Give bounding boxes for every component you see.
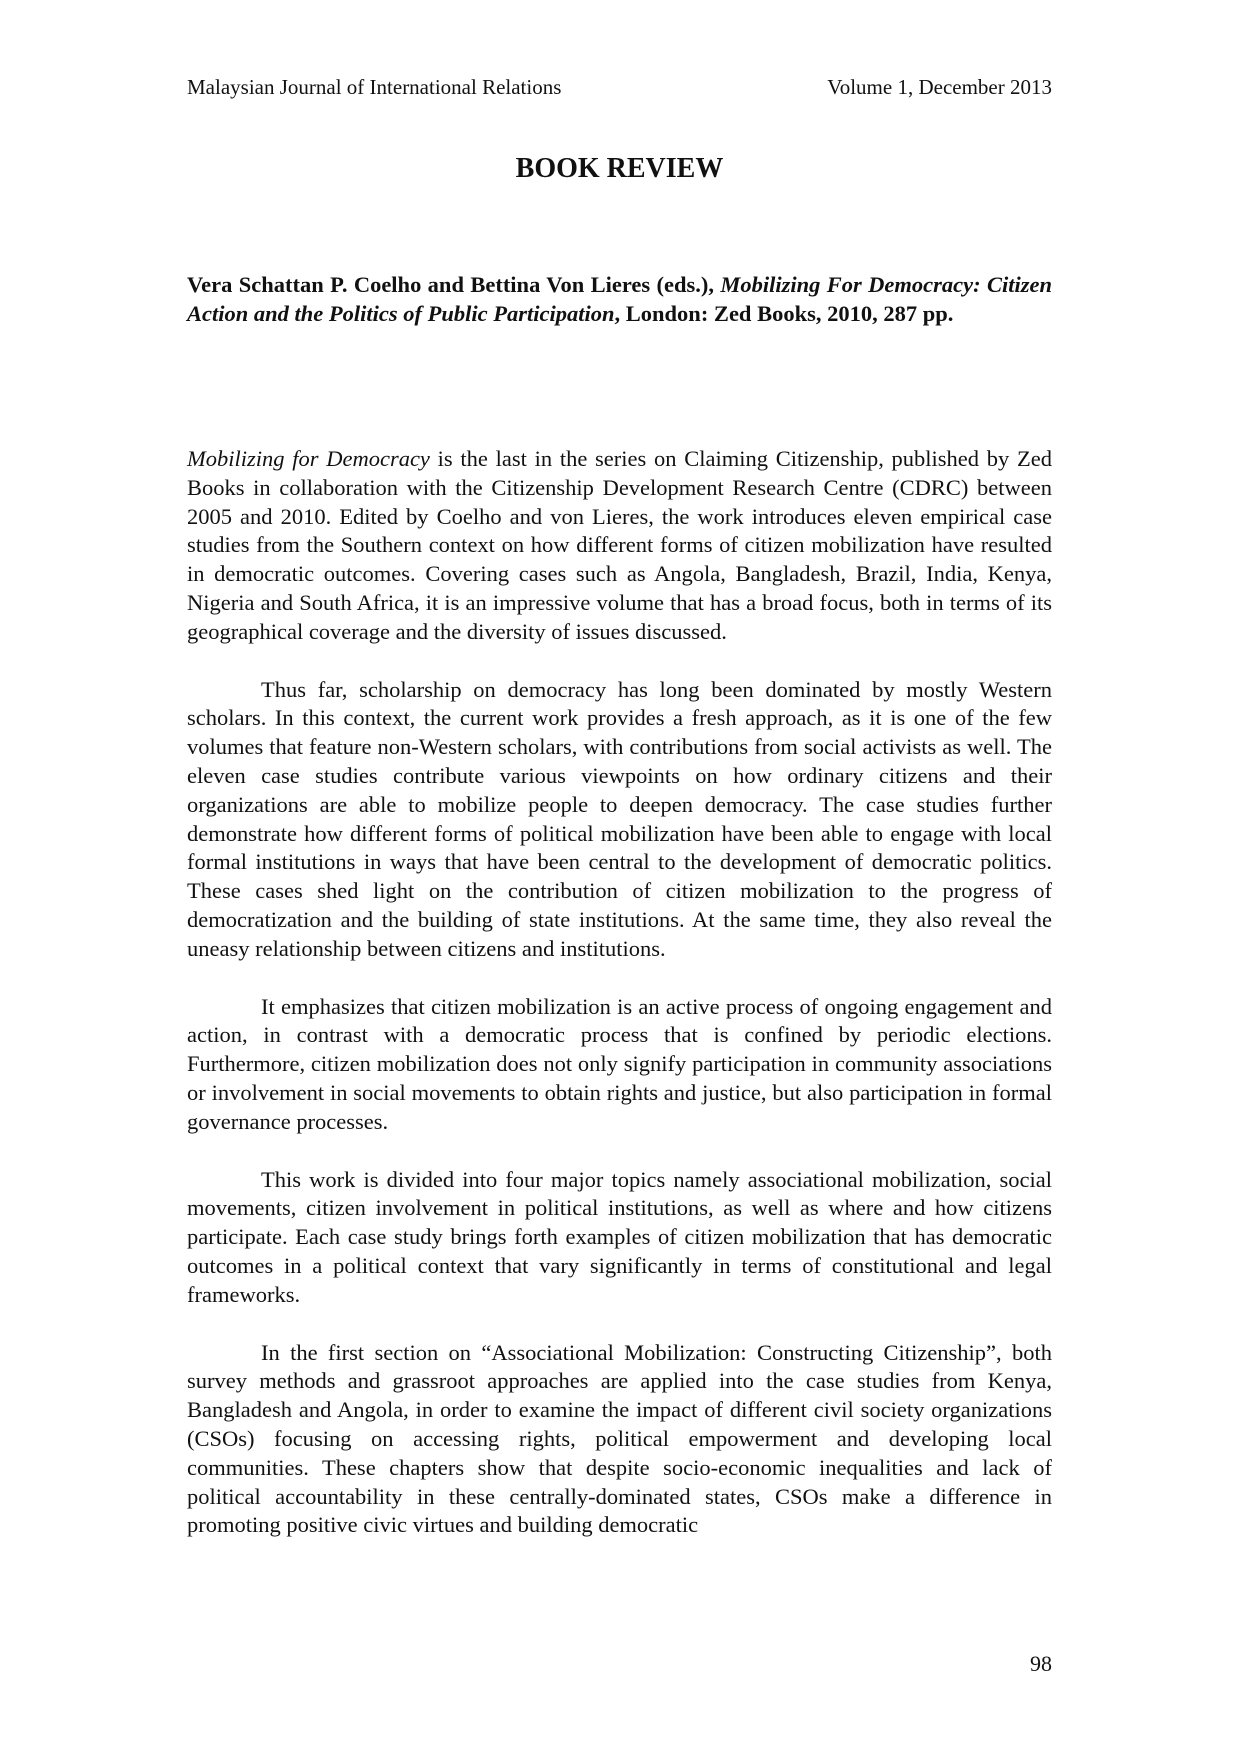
review-body [187, 445, 1052, 1569]
paragraph-3: It emphasizes that citizen mobilization is an active process of ongoing engagement and action, in contrast with a democratic process that is confined by periodic elections. Furthermore, citizen mobilization does not only signify participation in community associations or involvement in social movements to obtain rights and justice, but also participation in formal governance processes. [187, 993, 1052, 1134]
volume-info: Volume 1, December 2013 [827, 75, 1052, 99]
paragraph-5: In the first section on “Associational Mobilization: Constructing Citizenship”, both survey methods and grassroot approaches are applied into the case studies from Kenya, Bangladesh and Angola, in order to examine the impact of different civil society organizations (CSOs) focusing on accessing rights, political empowerment and developing local communities. These chapters show that despite socio-economic inequalities and lack of political accountability in these centrally-dominated states, CSOs make a difference in promoting positive civic virtues and building democratic [187, 1339, 1052, 1538]
citation-book-title: Mobilizing For Democracy: Citizen Action and the Politics of Public Participation [187, 272, 1052, 326]
paragraph-1 [187, 445, 1052, 647]
citation-authors: Vera Schattan P. Coelho and Bettina Von Lieres (eds.), [187, 272, 721, 297]
page-number: 98 [1030, 1651, 1052, 1676]
journal-name: Malaysian Journal of International Relations [187, 75, 562, 99]
running-header [187, 74, 1052, 100]
citation-publication: , London: Zed Books, 2010, 287 pp. [614, 301, 954, 326]
paragraph-1-text: is the last in the series on Claiming Citizenship, published by Zed Books in collaboration with the Citizenship Development Research Centre (CDRC) between 2005 and 2010. Edited by Coelho and von Lieres, the work introduces eleven empirical case studies from the Southern context on how different forms of citizen mobilization have resulted in democratic outcomes. Covering cases such as Angola, Bangladesh, Brazil, India, Kenya, Nigeria and South Africa, it is an impressive volume that has a broad focus, both in terms of its geographical coverage and the diversity of issues discussed. [187, 446, 1052, 644]
paragraph-2: Thus far, scholarship on democracy has long been dominated by mostly Western scholars. In this context, the current work provides a fresh approach, as it is one of the few volumes that feature non-Western scholars, with contributions from social activists as well. The eleven case studies contribute various viewpoints on how ordinary citizens and their organizations are able to mobilize people to deepen democracy. The case studies further demonstrate how different forms of political mobilization have been able to engage with local formal institutions in ways that have been central to the development of democratic politics. These cases shed light on the contribution of citizen mobilization to the progress of democratization and the building of state institutions. At the same time, they also reveal the uneasy relationship between citizens and institutions. [187, 676, 1052, 961]
book-citation [187, 270, 1052, 328]
page-title: BOOK REVIEW [515, 153, 724, 184]
paragraph-1-book-title: Mobilizing for Democracy [187, 446, 430, 471]
paragraph-4: This work is divided into four major topics namely associational mobilization, social movements, citizen involvement in political institutions, as well as where and how citizens participate. Each case study brings forth examples of citizen mobilization that has democratic outcomes in a political context that vary significantly in terms of constitutional and legal frameworks. [187, 1166, 1052, 1307]
